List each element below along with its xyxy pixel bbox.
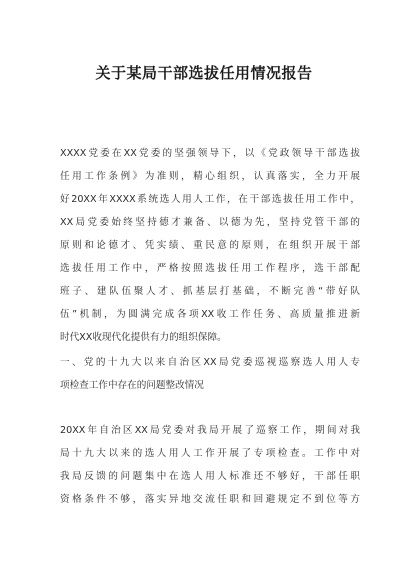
paragraph-line: 选拔任用工作中，严格按照选拔任用工作程序，选干部配 — [60, 263, 360, 274]
paragraph-line: 班子、建队伍聚人才、抓基层打基础，不断完善“带好队 — [60, 286, 360, 297]
heading-line: 项检查工作中存在的问题整改情况 — [60, 380, 204, 391]
paragraph-line: 时代XX收现代化提供有力的组织保障。 — [60, 332, 227, 343]
paragraph-line: 好20XX年XXXX系统选人用人工作，在干部选拔任用工作中， — [60, 194, 360, 205]
paragraph-intro — [60, 142, 360, 349]
paragraph-body — [60, 419, 360, 511]
paragraph-line: 任用工作条例》为准则，精心组织，认真落实，全力开展 — [60, 171, 360, 182]
paragraph-line: 局十九大以来的选人用人工作开展了专项检查。工作中对 — [60, 448, 360, 459]
section-heading — [60, 351, 360, 397]
heading-line: 一、党的十九大以来自治区XX局党委巡视巡察选人用人专 — [60, 357, 360, 368]
paragraph-line: 伍”机制，为圆满完成各项XX收工作任务、高质量推进新 — [60, 309, 360, 320]
paragraph-line: 我局反馈的问题集中在选人用人标准还不够好，干部任职 — [60, 471, 360, 482]
paragraph-line: 资格条件不够，落实异地交流任职和回避规定不到位等方 — [60, 494, 360, 505]
document-title: 关于某局干部选拔任用情况报告 — [95, 64, 313, 82]
paragraph-line: 20XX年自治区XX局党委对我局开展了巡察工作，期间对我 — [60, 425, 360, 436]
paragraph-line: XX局党委始终坚持德才兼备、以德为先，坚持党管干部的 — [60, 217, 360, 228]
paragraph-line: 原则和论德才、凭实绩、重民意的原则，在组织开展干部 — [60, 240, 360, 251]
paragraph-line: XXXX党委在XX党委的坚强领导下，以《党政领导干部选拔 — [60, 148, 360, 159]
